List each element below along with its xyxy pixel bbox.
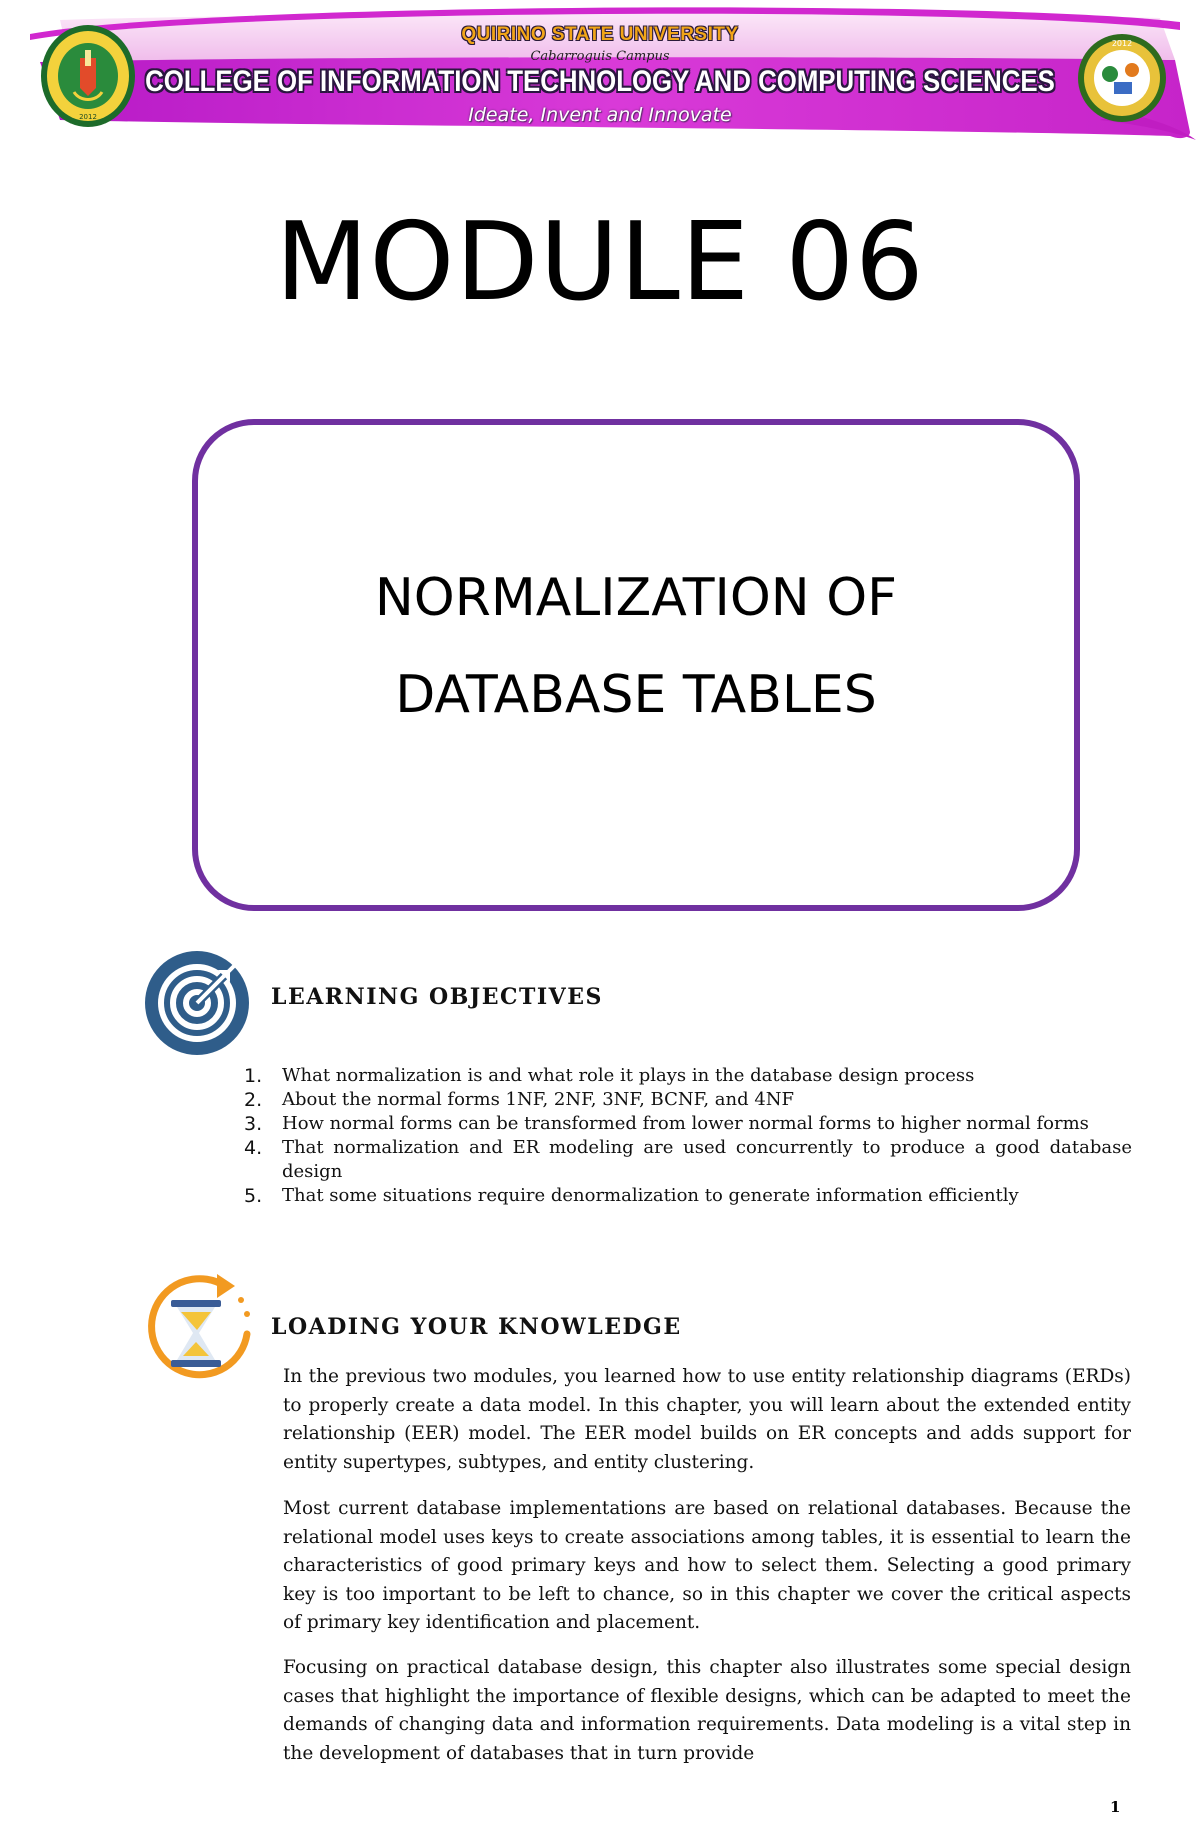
list-item: 2. About the normal forms 1NF, 2NF, 3NF, BCNF, and 4NF xyxy=(244,1089,795,1111)
knowledge-heading: LOADING YOUR KNOWLEDGE xyxy=(271,1314,682,1340)
list-item: 1. What normalization is and what role it plays in the database design process xyxy=(244,1065,975,1087)
list-item: 4. That normalization and ER modeling are used concurrently to produce a good database design xyxy=(244,1137,1132,1182)
college-name: COLLEGE OF INFORMATION TECHNOLOGY AND COMPUTING SCIENCES xyxy=(145,65,1055,98)
paragraph: In the previous two modules, you learned how to use entity relationship diagrams (ERDs) to properly create a data model. In this chapter, you will learn about the extended entity relationship (EER) model. The EER model builds on ER concepts and adds support for entity supertypes, subtypes, and entity clustering. xyxy=(283,1366,1131,1473)
list-item: 3. How normal forms can be transformed from lower normal forms to higher normal forms xyxy=(244,1113,1089,1135)
paragraph: Most current database implementations are based on relational databases. Because the relational model uses keys to create associations among tables, it is essential to learn the characteristics of good primary keys and how to select them. Selecting a good primary key is too important to be left to chance, so in this chapter we cover the critical aspects of primary key identification and placement. xyxy=(283,1498,1131,1633)
module-title: MODULE 06 xyxy=(275,200,925,325)
module-topic-line-1: NORMALIZATION OF xyxy=(374,568,898,628)
target-icon xyxy=(144,950,250,1056)
module-topic-box xyxy=(192,419,1080,911)
header-banner xyxy=(0,0,1200,145)
paragraph: Focusing on practical database design, this chapter also illustrates some special design cases that highlight the importance of flexible designs, which can be adapted to meet the demands of changing data and information requirements. Data modeling is a vital step in the development of databases that in turn provide xyxy=(283,1657,1131,1764)
page-number: 1 xyxy=(1110,1798,1121,1816)
svg-text:2012: 2012 xyxy=(79,113,97,121)
university-name: QUIRINO STATE UNIVERSITY xyxy=(461,24,739,45)
college-motto: Ideate, Invent and Innovate xyxy=(468,104,732,126)
campus-name: Cabarroguis Campus xyxy=(530,49,670,64)
svg-text:2012: 2012 xyxy=(1111,39,1133,48)
module-topic-line-2: DATABASE TABLES xyxy=(395,665,877,725)
objectives-list xyxy=(240,1064,1132,1208)
hourglass-icon xyxy=(137,1268,257,1390)
list-item: 5. That some situations require denormalization to generate information efficiently xyxy=(244,1185,1019,1207)
objectives-heading: LEARNING OBJECTIVES xyxy=(271,984,603,1010)
